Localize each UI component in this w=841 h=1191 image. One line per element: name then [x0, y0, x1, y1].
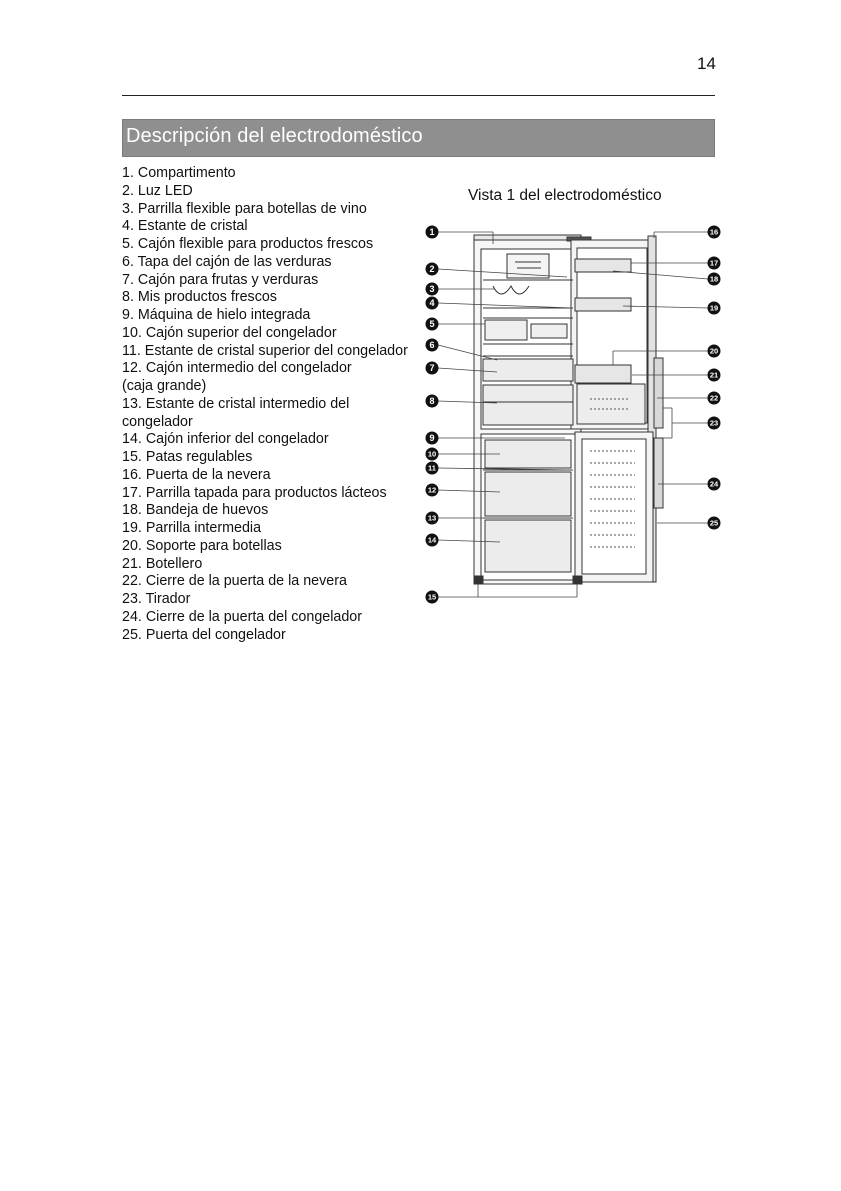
list-item: 9. Máquina de hielo integrada [122, 307, 311, 323]
list-item: 7. Cajón para frutas y verduras [122, 271, 319, 288]
svg-text:6: 6 [429, 340, 435, 350]
callout-25 [708, 517, 721, 530]
callout-7 [426, 362, 439, 375]
callout-14 [426, 534, 439, 547]
svg-text:5: 5 [429, 319, 435, 329]
svg-text:3: 3 [429, 284, 435, 294]
callout-22 [708, 392, 721, 405]
list-item: 18. Bandeja de huevos [122, 502, 269, 519]
callout-4 [426, 297, 439, 310]
callout-13 [426, 512, 439, 525]
list-item: 2. Luz LED [122, 182, 193, 199]
header-rule [122, 95, 715, 96]
callout-3 [426, 283, 439, 296]
svg-text:16: 16 [709, 227, 719, 237]
callout-18 [708, 273, 721, 286]
list-item: 14. Cajón inferior del congelador [122, 431, 329, 448]
list-item: 24. Cierre de la puerta del congelador [122, 608, 363, 625]
callout-10 [426, 448, 439, 461]
fridge-diagram [425, 222, 725, 612]
list-item: 4. Estante de cristal [122, 218, 248, 235]
list-item: congelador [122, 413, 193, 430]
svg-text:20: 20 [709, 346, 719, 356]
list-item: 21. Botellero [122, 555, 203, 572]
callout-11 [426, 462, 439, 475]
callout-1 [426, 226, 439, 239]
list-item: 6. Tapa del cajón de las verduras [122, 253, 332, 270]
svg-text:2: 2 [429, 264, 435, 274]
section-header [122, 119, 715, 157]
svg-text:14: 14 [427, 535, 437, 545]
svg-text:23: 23 [709, 418, 719, 428]
callout-21 [708, 369, 721, 382]
list-item: 10. Cajón superior del congelador [122, 324, 337, 341]
parts-list [122, 165, 422, 644]
page-number: 14 [697, 54, 716, 73]
list-item: 8. Mis productos frescos [122, 289, 277, 306]
list-item: 5. Cajón flexible para productos frescos [122, 236, 374, 252]
callout-24 [708, 478, 721, 491]
list-item: 20. Soporte para botellas [122, 537, 282, 554]
svg-text:24: 24 [709, 479, 719, 489]
list-item: 15. Patas regulables [122, 449, 253, 465]
list-item: 19. Parrilla intermedia [122, 520, 262, 536]
list-item: 17. Parrilla tapada para productos lácteos [122, 484, 387, 501]
callout-2 [426, 263, 439, 276]
list-item: 22. Cierre de la puerta de la nevera [122, 573, 347, 590]
svg-text:17: 17 [709, 258, 719, 268]
callout-6 [426, 339, 439, 352]
callout-20 [708, 345, 721, 358]
list-item: 13. Estante de cristal intermedio del [122, 395, 350, 412]
callout-8 [426, 395, 439, 408]
list-item: 3. Parrilla flexible para botellas de vino [122, 200, 367, 217]
diagram-title: Vista 1 del electrodoméstico [468, 187, 662, 204]
callout-17 [708, 257, 721, 270]
list-item: 1. Compartimento [122, 165, 236, 181]
callout-9 [426, 432, 439, 445]
list-item: 25. Puerta del congelador [122, 626, 286, 643]
svg-text:12: 12 [427, 485, 437, 495]
svg-text:25: 25 [709, 518, 719, 528]
svg-text:7: 7 [429, 363, 435, 373]
svg-text:11: 11 [428, 463, 436, 473]
svg-text:4: 4 [429, 298, 435, 308]
list-item: 12. Cajón intermedio del congelador [122, 360, 352, 377]
svg-text:10: 10 [427, 449, 437, 459]
svg-text:9: 9 [429, 433, 435, 443]
list-item: 11. Estante de cristal superior del congelador [122, 342, 408, 359]
callout-16 [708, 226, 721, 239]
svg-text:19: 19 [709, 303, 719, 313]
svg-text:15: 15 [427, 592, 437, 602]
svg-text:21: 21 [709, 370, 719, 380]
list-item: 16. Puerta de la nevera [122, 466, 271, 483]
callout-23 [708, 417, 721, 430]
callout-19 [708, 302, 721, 315]
svg-text:22: 22 [709, 393, 719, 403]
svg-text:1: 1 [429, 227, 435, 237]
list-item: 23. Tirador [122, 591, 191, 607]
section-title: Descripción del electrodoméstico [126, 125, 423, 147]
svg-text:8: 8 [429, 396, 435, 406]
list-item: (caja grande) [122, 378, 207, 394]
callout-15 [426, 591, 439, 604]
callout-12 [426, 484, 439, 497]
svg-text:18: 18 [709, 274, 719, 284]
callout-5 [426, 318, 439, 331]
svg-text:13: 13 [427, 513, 437, 523]
